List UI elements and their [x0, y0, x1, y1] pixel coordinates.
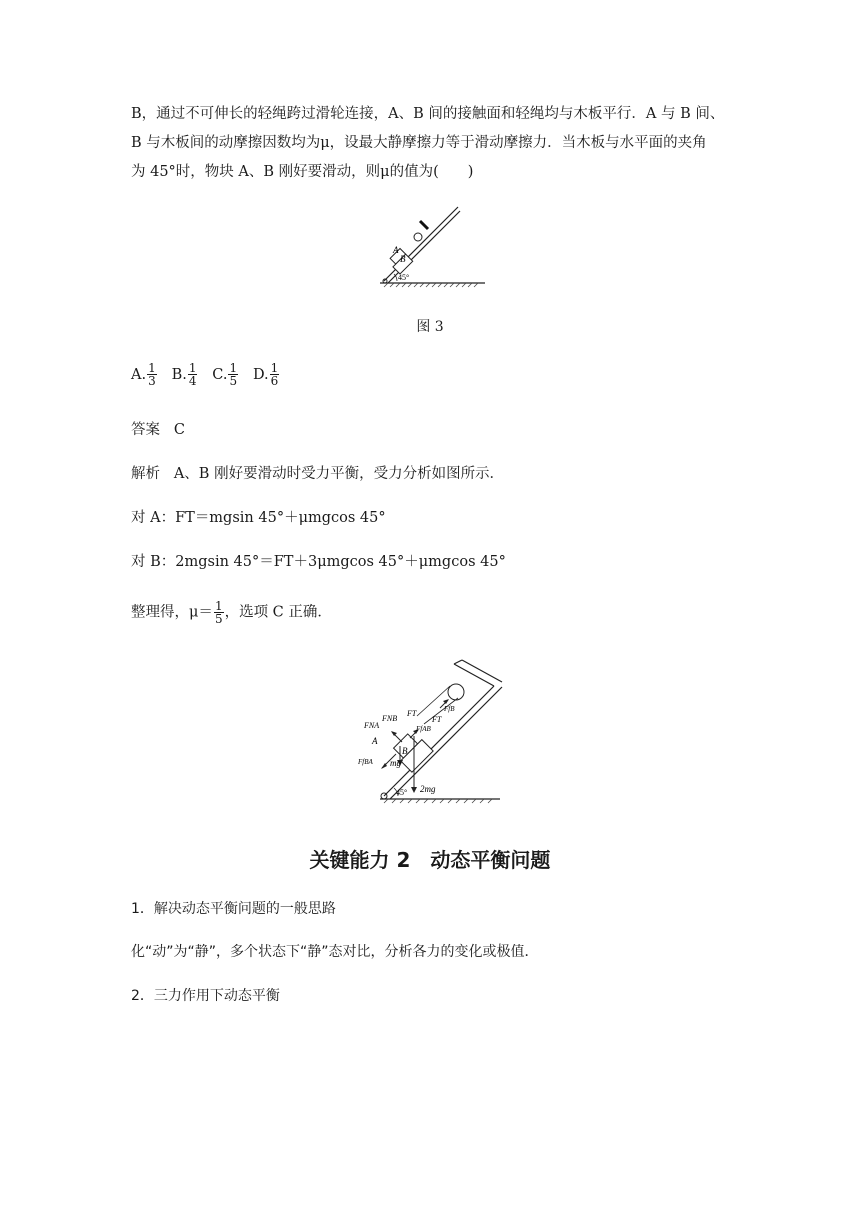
section-title: 关键能力 2 动态平衡问题	[309, 848, 551, 872]
angle-label: 45°	[398, 273, 410, 282]
force-diagram	[352, 656, 512, 806]
label-block-a: A	[372, 736, 378, 746]
incline-figure-1	[370, 205, 490, 290]
list-item-1: 1．解决动态平衡问题的一般思路	[131, 901, 336, 917]
analysis-label: 解析	[131, 466, 160, 482]
block-a-label: A	[393, 245, 399, 255]
block-b-label: B	[400, 254, 406, 264]
label-ft-1: FT	[407, 709, 417, 718]
option-b[interactable]: B. $\frac{1}{4}$	[171, 361, 197, 388]
problem-line-3: 为 45°时，物块 A、B 刚好要滑动，则μ的值为( )	[131, 164, 474, 180]
equation-a: 对 A：FT＝mgsin 45°＋μmgcos 45°	[131, 510, 386, 526]
problem-line-2: B 与木板间的动摩擦因数均为μ，设最大静摩擦力等于滑动摩擦力．当木板与水平面的夹角	[131, 135, 707, 151]
label-ffba: FfBA	[358, 758, 373, 766]
label-ffab: FfAB	[416, 725, 431, 733]
options	[131, 362, 280, 387]
answer-label: 答案	[131, 422, 160, 438]
label-block-b: B	[402, 746, 408, 756]
label-ft-2: FT	[432, 715, 442, 724]
label-2mg: 2mg	[420, 784, 436, 794]
problem-line-1: B，通过不可伸长的轻绳跨过滑轮连接，A、B 间的接触面和轻绳均与木板平行．A 与 B 间、	[131, 106, 725, 122]
list-item-1-text: 化“动”为“静”，多个状态下“静”态对比，分析各力的变化或极值．	[131, 944, 539, 960]
result: 整理得，μ＝ $\frac{1}{5}$ ，选项 C 正确．	[131, 599, 332, 626]
list-item-2: 2．三力作用下动态平衡	[131, 988, 280, 1004]
figure-caption: 图 3	[416, 319, 444, 335]
equation-b: 对 B：2mgsin 45°＝FT＋3μmgcos 45°＋μmgcos 45°	[131, 554, 506, 570]
option-c[interactable]: C. $\frac{1}{5}$	[212, 361, 238, 388]
answer-value: C	[173, 422, 185, 438]
label-angle: 45°	[396, 788, 408, 797]
answer	[131, 420, 185, 440]
option-d[interactable]: D. $\frac{1}{6}$	[252, 361, 279, 388]
label-ffb: FfB	[444, 705, 455, 713]
analysis	[131, 464, 504, 484]
label-fnb: FNB	[382, 714, 398, 723]
analysis-text: A、B 刚好要滑动时受力平衡，受力分析如图所示．	[173, 466, 505, 482]
option-a[interactable]: A. $\frac{1}{3}$	[131, 361, 156, 388]
label-fna: FNA	[364, 721, 380, 730]
label-mg: mg	[390, 758, 401, 768]
